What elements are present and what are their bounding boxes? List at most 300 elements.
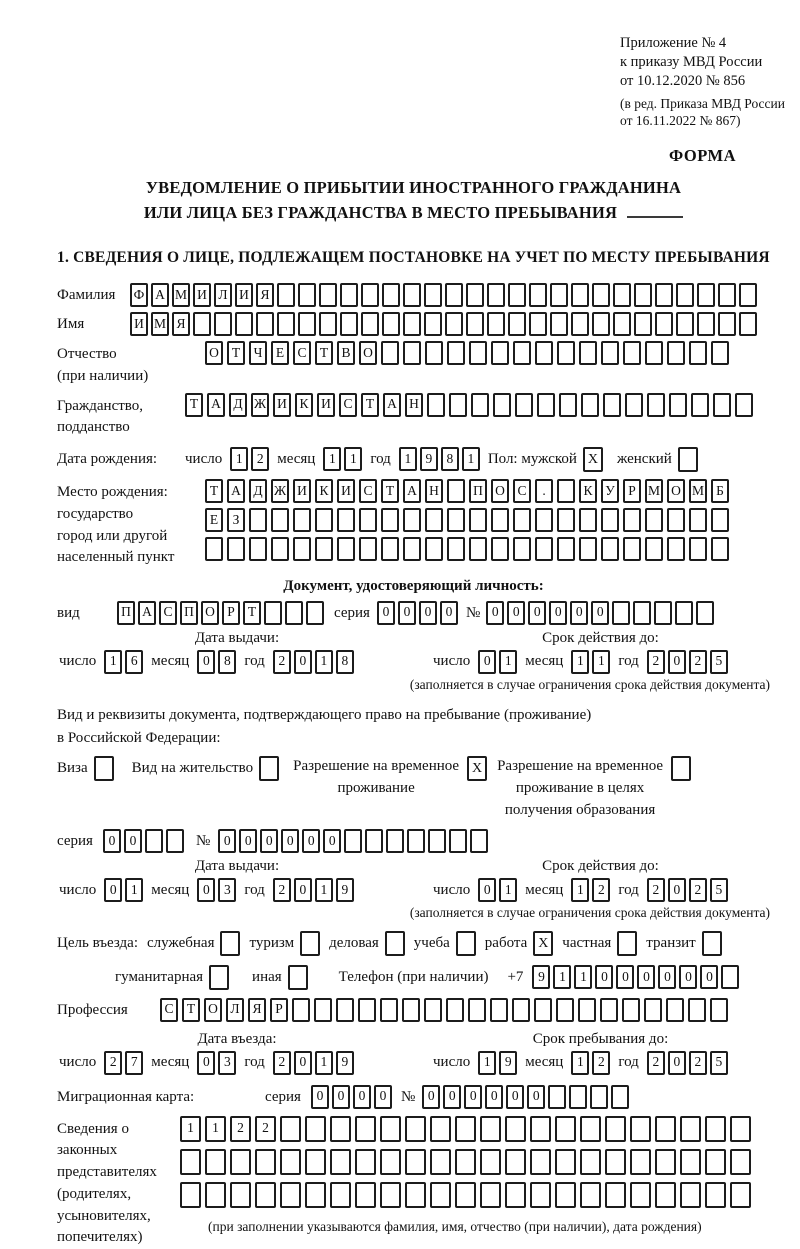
form-cell — [381, 341, 399, 365]
form-cell — [505, 1116, 526, 1142]
form-cell — [292, 998, 310, 1022]
form-cell: О — [667, 479, 685, 503]
form-cell — [337, 537, 355, 561]
profession-label: Профессия — [57, 1001, 128, 1018]
month-label: месяц — [151, 881, 190, 898]
form-cell: Ч — [249, 341, 267, 365]
form-cell — [655, 312, 673, 336]
form-cell — [735, 393, 753, 417]
form-cell — [622, 998, 640, 1022]
form-cell: 2 — [230, 1116, 251, 1142]
sex-male-checkbox: X — [583, 447, 603, 472]
form-cell: 2 — [255, 1116, 276, 1142]
form-cell — [249, 508, 267, 532]
form-cell — [645, 537, 663, 561]
form-cell — [711, 508, 729, 532]
form-cell: У — [601, 479, 619, 503]
valid-until-heading: Срок действия до: — [542, 858, 659, 875]
profession-cells — [160, 998, 728, 1022]
purpose-transit-checkbox — [702, 931, 722, 956]
form-cell — [630, 1149, 651, 1175]
identity-valid-year-cells — [647, 650, 728, 674]
identity-number-label: № — [465, 604, 481, 621]
form-cell — [530, 1149, 551, 1175]
form-cell: 0 — [527, 1085, 545, 1109]
form-cell: Т — [243, 601, 261, 625]
form-cell — [513, 537, 531, 561]
issue-date-heading: Дата выдачи: — [194, 858, 280, 875]
form-cell — [315, 508, 333, 532]
form-cell — [424, 283, 442, 307]
form-cell: 2 — [104, 1051, 122, 1075]
identity-valid-day-cells — [478, 650, 517, 674]
form-cell: О — [201, 601, 219, 625]
form-cell — [193, 312, 211, 336]
form-cell — [491, 341, 509, 365]
form-cell: 8 — [336, 650, 354, 674]
ref-amendment-line: от 16.11.2022 № 867) — [620, 113, 741, 129]
form-cell — [623, 341, 641, 365]
form-cell — [675, 601, 693, 625]
form-cell — [285, 601, 303, 625]
form-cell — [405, 1149, 426, 1175]
purpose-private-checkbox — [617, 931, 637, 956]
form-cell — [590, 1085, 608, 1109]
form-cell — [556, 998, 574, 1022]
residence-valid-day-cells — [478, 878, 517, 902]
representatives-cells-row3 — [180, 1182, 751, 1208]
restriction-note: (заполняется в случае ограничения срока действия документа) — [409, 905, 770, 920]
representatives-label: Сведения о законных представителях (родителях, усыновителях, попечителях) — [57, 1120, 157, 1246]
form-cell — [214, 312, 232, 336]
form-cell — [705, 1182, 726, 1208]
citizenship-cells — [185, 393, 753, 417]
form-cell: 1 — [574, 965, 592, 989]
purpose-option-commercial: деловая — [329, 931, 405, 956]
form-cell — [330, 1182, 351, 1208]
form-cell — [480, 1149, 501, 1175]
form-cell: 0 — [506, 1085, 524, 1109]
form-cell — [271, 537, 289, 561]
form-cell: Н — [405, 393, 423, 417]
form-cell — [667, 537, 685, 561]
day-label: число — [59, 653, 97, 670]
form-cell — [381, 537, 399, 561]
form-cell — [647, 393, 665, 417]
form-cell — [667, 508, 685, 532]
form-cell — [382, 312, 400, 336]
stay-year-cells — [647, 1051, 728, 1075]
form-cell — [315, 537, 333, 561]
form-cell: Т — [315, 341, 333, 365]
form-cell: 1 — [499, 878, 517, 902]
form-cell: А — [227, 479, 245, 503]
form-cell: 0 — [486, 601, 504, 625]
form-cell — [711, 341, 729, 365]
identity-vid-label: вид — [57, 604, 80, 621]
form-cell — [645, 508, 663, 532]
form-cell — [713, 393, 731, 417]
purpose-row-1 — [57, 931, 770, 956]
issue-date-heading: Дата выдачи: — [194, 629, 280, 646]
form-cell: 1 — [315, 878, 333, 902]
form-cell: 0 — [528, 601, 546, 625]
citizenship-label: Гражданство, подданство — [57, 397, 144, 436]
form-cell: 0 — [353, 1085, 371, 1109]
form-cell — [468, 998, 486, 1022]
form-cell: 1 — [104, 650, 122, 674]
form-cell — [600, 998, 618, 1022]
name-label: Имя — [57, 316, 85, 333]
form-cell — [380, 1116, 401, 1142]
form-cell — [386, 829, 404, 853]
purpose-label: Цель въезда: — [57, 935, 138, 951]
form-cell — [601, 508, 619, 532]
form-cell — [689, 537, 707, 561]
form-cell: 2 — [273, 878, 291, 902]
form-cell: И — [317, 393, 335, 417]
form-cell: 2 — [689, 878, 707, 902]
form-cell — [319, 312, 337, 336]
form-cell — [592, 312, 610, 336]
form-cell — [355, 1182, 376, 1208]
month-label: месяц — [151, 1054, 190, 1071]
form-cell: Т — [361, 393, 379, 417]
form-cell — [403, 312, 421, 336]
day-label: число — [433, 1054, 471, 1071]
patronymic-row — [57, 341, 770, 388]
form-cell — [730, 1149, 751, 1175]
form-cell: 0 — [419, 601, 437, 625]
form-cell: 0 — [332, 1085, 350, 1109]
form-cell — [654, 601, 672, 625]
form-cell — [605, 1116, 626, 1142]
form-cell: 1 — [230, 447, 248, 471]
identity-doc-heading: Документ, удостоверяющий личность: — [283, 578, 544, 595]
form-cell — [255, 1149, 276, 1175]
form-cell: С — [160, 998, 178, 1022]
form-cell — [255, 1182, 276, 1208]
form-cell — [280, 1116, 301, 1142]
form-cell — [447, 341, 465, 365]
form-cell: 1 — [571, 650, 589, 674]
form-cell — [605, 1182, 626, 1208]
form-cell — [280, 1182, 301, 1208]
form-cell: В — [337, 341, 355, 365]
birthplace-cells — [205, 479, 729, 561]
name-cells — [130, 312, 757, 336]
form-cell — [581, 393, 599, 417]
form-cell — [365, 829, 383, 853]
residence-intro-line2: в Российской Федерации: — [57, 729, 221, 746]
form-cell — [571, 312, 589, 336]
form-cell — [466, 312, 484, 336]
form-cell: 0 — [485, 1085, 503, 1109]
birthdate-row — [57, 447, 770, 472]
sex-male-label: Пол: мужской — [487, 451, 577, 468]
form-cell — [271, 508, 289, 532]
form-cell — [557, 537, 575, 561]
month-label: месяц — [277, 450, 316, 467]
purpose-work-checkbox: X — [533, 931, 553, 956]
form-cell: 2 — [647, 650, 665, 674]
page-title — [57, 176, 770, 226]
form-cell — [557, 508, 575, 532]
form-cell — [446, 998, 464, 1022]
form-cell — [697, 283, 715, 307]
form-cell — [425, 537, 443, 561]
form-cell — [555, 1116, 576, 1142]
residence-series-cells — [103, 829, 184, 853]
form-cell: 0 — [323, 829, 341, 853]
form-cell — [380, 1182, 401, 1208]
form-cell — [557, 341, 575, 365]
form-cell — [487, 283, 505, 307]
form-cell: О — [204, 998, 222, 1022]
form-cell — [340, 283, 358, 307]
form-cell: С — [359, 479, 377, 503]
form-cell — [739, 283, 757, 307]
form-cell: 1 — [553, 965, 571, 989]
form-cell: 0 — [443, 1085, 461, 1109]
form-cell — [447, 508, 465, 532]
form-cell: 0 — [595, 965, 613, 989]
residence-number-cells — [218, 829, 488, 853]
form-cell: М — [689, 479, 707, 503]
form-cell: 1 — [344, 447, 362, 471]
form-cell — [512, 998, 530, 1022]
form-cell: 1 — [180, 1116, 201, 1142]
day-label: число — [433, 653, 471, 670]
form-cell — [689, 341, 707, 365]
form-cell: 0 — [302, 829, 320, 853]
form-cell — [688, 998, 706, 1022]
form-cell — [579, 341, 597, 365]
form-cell: Р — [270, 998, 288, 1022]
form-cell — [205, 1182, 226, 1208]
form-cell: 2 — [647, 878, 665, 902]
year-label: год — [618, 881, 639, 898]
form-cell: Т — [381, 479, 399, 503]
residence-series-row — [57, 829, 770, 853]
form-cell — [689, 508, 707, 532]
form-cell — [491, 537, 509, 561]
form-cell — [381, 508, 399, 532]
ref-amendment-line: (в ред. Приказа МВД России — [620, 95, 785, 111]
birthplace-cells-row2 — [205, 508, 729, 532]
residence-series-label: серия — [57, 833, 93, 850]
residence-number-label: № — [195, 833, 211, 850]
form-cell: 1 — [125, 878, 143, 902]
form-cell: 2 — [689, 650, 707, 674]
form-cell — [680, 1182, 701, 1208]
form-cell — [579, 537, 597, 561]
representatives-cells — [180, 1116, 751, 1236]
form-cell: 9 — [499, 1051, 517, 1075]
birthdate-group — [183, 447, 480, 471]
form-cell — [571, 283, 589, 307]
form-cell: О — [205, 341, 223, 365]
form-cell: 0 — [197, 1051, 215, 1075]
form-cell — [424, 998, 442, 1022]
form-cell — [508, 283, 526, 307]
form-cell: З — [227, 508, 245, 532]
form-cell: Е — [271, 341, 289, 365]
form-cell: М — [645, 479, 663, 503]
form-cell — [603, 393, 621, 417]
form-cell: 5 — [710, 1051, 728, 1075]
entry-month-cells — [197, 1051, 236, 1075]
form-cell: 0 — [422, 1085, 440, 1109]
form-cell — [402, 998, 420, 1022]
form-cell — [513, 508, 531, 532]
form-cell — [634, 312, 652, 336]
form-cell — [530, 1182, 551, 1208]
residence-doc-dates — [57, 857, 770, 902]
ref-line: от 10.12.2020 № 856 — [620, 72, 746, 89]
form-cell — [644, 998, 662, 1022]
form-cell — [180, 1149, 201, 1175]
form-cell — [580, 1149, 601, 1175]
form-cell — [469, 508, 487, 532]
form-cell — [235, 312, 253, 336]
residence-valid-year-cells — [647, 878, 728, 902]
purpose-tourism-checkbox — [300, 931, 320, 956]
form-cell: К — [315, 479, 333, 503]
form-cell: 0 — [668, 650, 686, 674]
form-cell: 0 — [616, 965, 634, 989]
form-cell — [611, 1085, 629, 1109]
phone-cells — [532, 965, 739, 989]
visa-checkbox — [94, 756, 114, 781]
residence-issue-year-cells — [273, 878, 354, 902]
form-cell: 0 — [549, 601, 567, 625]
form-cell: 0 — [679, 965, 697, 989]
residence-permit-checkbox — [259, 756, 279, 781]
form-cell — [430, 1149, 451, 1175]
temp-residence-checkbox: X — [467, 756, 487, 781]
form-cell — [305, 1149, 326, 1175]
form-cell — [623, 537, 641, 561]
form-cell: К — [579, 479, 597, 503]
form-cell: 2 — [273, 650, 291, 674]
representatives-cells-row2 — [180, 1149, 751, 1175]
form-cell — [630, 1116, 651, 1142]
form-cell — [277, 283, 295, 307]
form-cell: Л — [226, 998, 244, 1022]
form-cell: 1 — [478, 1051, 496, 1075]
temp-residence-option — [293, 756, 487, 800]
identity-number-cells — [486, 601, 714, 625]
year-label: год — [370, 450, 391, 467]
purpose-option-transit: транзит — [646, 931, 721, 956]
sex-male-option — [488, 447, 603, 472]
form-cell — [601, 537, 619, 561]
purpose-option-humanitarian: гуманитарная — [115, 965, 229, 990]
visa-label: Виза — [57, 760, 88, 777]
form-cell: П — [117, 601, 135, 625]
form-cell: 0 — [374, 1085, 392, 1109]
form-cell: О — [359, 341, 377, 365]
form-cell: 3 — [218, 878, 236, 902]
form-cell: И — [273, 393, 291, 417]
form-cell: Ф — [130, 283, 148, 307]
form-cell — [280, 1149, 301, 1175]
purpose-commercial-checkbox — [385, 931, 405, 956]
form-cell: Н — [425, 479, 443, 503]
migration-series-cells — [311, 1085, 392, 1109]
form-cell — [405, 1116, 426, 1142]
form-cell — [655, 1149, 676, 1175]
form-cell: А — [383, 393, 401, 417]
form-cell — [466, 283, 484, 307]
day-label: число — [433, 881, 471, 898]
form-cell — [487, 312, 505, 336]
year-label: год — [618, 1054, 639, 1071]
migration-number-cells — [422, 1085, 629, 1109]
representatives-row — [57, 1116, 770, 1249]
birthdate-label: Дата рождения: — [57, 451, 158, 468]
form-cell: 5 — [710, 650, 728, 674]
form-cell: 0 — [637, 965, 655, 989]
form-cell: 5 — [710, 878, 728, 902]
form-cell: Ж — [271, 479, 289, 503]
form-cell — [676, 312, 694, 336]
form-cell: 0 — [478, 878, 496, 902]
form-cell: 0 — [464, 1085, 482, 1109]
form-cell — [447, 537, 465, 561]
form-cell: Т — [205, 479, 223, 503]
form-cell — [505, 1182, 526, 1208]
form-cell — [730, 1182, 751, 1208]
form-cell: 0 — [658, 965, 676, 989]
form-cell — [676, 283, 694, 307]
form-cell: Т — [185, 393, 203, 417]
year-label: год — [244, 1054, 265, 1071]
form-cell: 0 — [294, 650, 312, 674]
form-cell — [361, 312, 379, 336]
visa-option — [57, 756, 114, 781]
day-label: число — [59, 881, 97, 898]
form-cell — [493, 393, 511, 417]
form-cell — [230, 1182, 251, 1208]
form-cell: М — [151, 312, 169, 336]
identity-series-label: серия — [334, 604, 370, 621]
residence-doc-intro — [57, 704, 770, 751]
form-cell — [666, 998, 684, 1022]
day-label: число — [59, 1054, 97, 1071]
residence-intro-line1: Вид и реквизиты документа, подтверждающего право на пребывание (проживание) — [57, 706, 592, 723]
purpose-option-private: частная — [562, 931, 637, 956]
ref-line: к приказу МВД России — [620, 53, 763, 70]
form-cell: А — [138, 601, 156, 625]
form-cell — [612, 601, 630, 625]
form-cell: 1 — [571, 878, 589, 902]
form-cell — [691, 393, 709, 417]
form-cell — [358, 998, 376, 1022]
patronymic-cells — [205, 341, 729, 365]
form-cell: С — [293, 341, 311, 365]
form-cell: 1 — [462, 447, 480, 471]
entry-year-cells — [273, 1051, 354, 1075]
representatives-cells-row1 — [180, 1116, 751, 1142]
form-cell — [359, 537, 377, 561]
form-cell — [407, 829, 425, 853]
form-cell — [529, 283, 547, 307]
month-label: месяц — [525, 1054, 564, 1071]
stay-until-block — [417, 1030, 770, 1075]
residence-options-row — [57, 756, 770, 821]
